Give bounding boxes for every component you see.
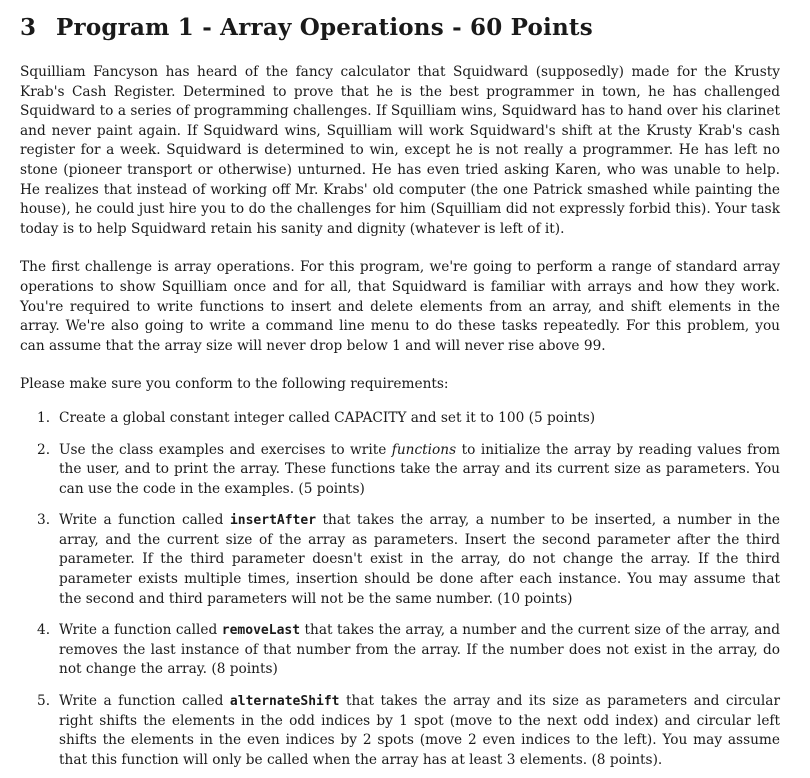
requirement-text-pre: Write a function called xyxy=(59,512,230,529)
requirement-text: Create a global constant integer called CAPACITY and set it to 100 (5 points) xyxy=(59,409,596,426)
requirement-text-pre: Write a function called xyxy=(59,693,230,710)
requirement-text-post: that takes the array and its size as parameters and circular right shifts the elements in the odd indices by 1 spot (move to the next odd index) and circular left shifts the elements in the even indices by 2 spots (move 2 even indices to the left). You may assume that this function will only be called when the array has at least 3 elements. (8 points). xyxy=(59,693,780,768)
function-name-code: insertAfter xyxy=(229,513,317,529)
requirement-text-pre: Use the class examples and exercises to write xyxy=(59,441,392,458)
requirement-text-pre: Write a function called xyxy=(59,622,222,639)
requirement-number: 4. xyxy=(37,622,51,639)
requirement-text xyxy=(59,692,780,770)
intro-paragraph: Squilliam Fancyson has heard of the fancy calculator that Squidward (supposedly) made for the Krusty Krab's Cash Register. Determined to prove that he is the best programmer in town, he has challenged Squidward to a series of programming challenges. If Squilliam wins, Squidward has to hand over his clarinet and never paint again. If Squidward wins, Squilliam will work Squidward's shift at the Krusty Krab's cash register for a week. Squidward is determined to win, except he is not really a programmer. He has left no stone (pioneer transport or otherwise) unturned. He has even tried asking Karen, who was unable to help. He realizes that instead of working off Mr. Krabs' old computer (the one Patrick smashed while painting the house), he could just hire you to do the challenges for him (Squilliam did not expressly forbid this). Your task today is to help Squidward retain his sanity and dignity (whatever is left of it). xyxy=(20,64,780,237)
requirement-item xyxy=(20,441,780,500)
function-name-code: removeLast xyxy=(221,623,301,639)
requirement-number: 3. xyxy=(37,512,51,529)
requirement-item xyxy=(20,621,780,680)
requirement-emphasis: functions xyxy=(391,441,457,458)
requirement-item xyxy=(20,692,780,770)
requirement-number: 2. xyxy=(37,441,51,458)
requirement-item xyxy=(20,511,780,609)
requirement-number: 1. xyxy=(37,409,51,426)
requirement-text xyxy=(59,511,780,609)
function-name-code: alternateShift xyxy=(229,694,340,710)
challenge-paragraph: The first challenge is array operations. For this program, we're going to perform a range of standard array operations to show Squilliam once and for all, that Squidward is familiar with arrays and how they work. You're required to write functions to insert and delete elements from an array, and shift elements in the array. We're also going to write a command line menu to do these tasks repeatedly. For this problem, you can assume that the array size will never drop below 1 and will never rise above 99. xyxy=(20,259,780,354)
requirement-text-post: that takes the array, a number and the current size of the array, and removes the last instance of that number from the array. If the number does not exist in the array, do not change the array. (8 points) xyxy=(59,622,780,678)
requirements-list xyxy=(20,409,780,771)
requirement-text xyxy=(59,441,780,500)
section-number: 3 xyxy=(20,14,37,41)
requirement-number: 5. xyxy=(37,693,51,710)
section-title: Program 1 - Array Operations - 60 Points xyxy=(56,14,593,41)
requirement-text xyxy=(59,621,780,680)
requirement-text-post: that takes the array, a number to be inserted, a number in the array, and the current size of the array as parameters. Insert the second parameter after the third parameter. If the third parameter doesn't exist in the array, do not change the array. If the third parameter exists multiple times, insertion should be done after each instance. You may assume that the second and third parameters will not be the same number. (10 points) xyxy=(59,512,780,607)
requirement-item xyxy=(20,409,780,429)
section-heading xyxy=(20,14,780,41)
requirement-text-post: to initialize the array by reading values from the user, and to print the array. These functions take the array and its current size as parameters. You can use the code in the examples. (5 points) xyxy=(59,441,780,497)
requirements-lead: Please make sure you conform to the following requirements: xyxy=(20,376,449,393)
